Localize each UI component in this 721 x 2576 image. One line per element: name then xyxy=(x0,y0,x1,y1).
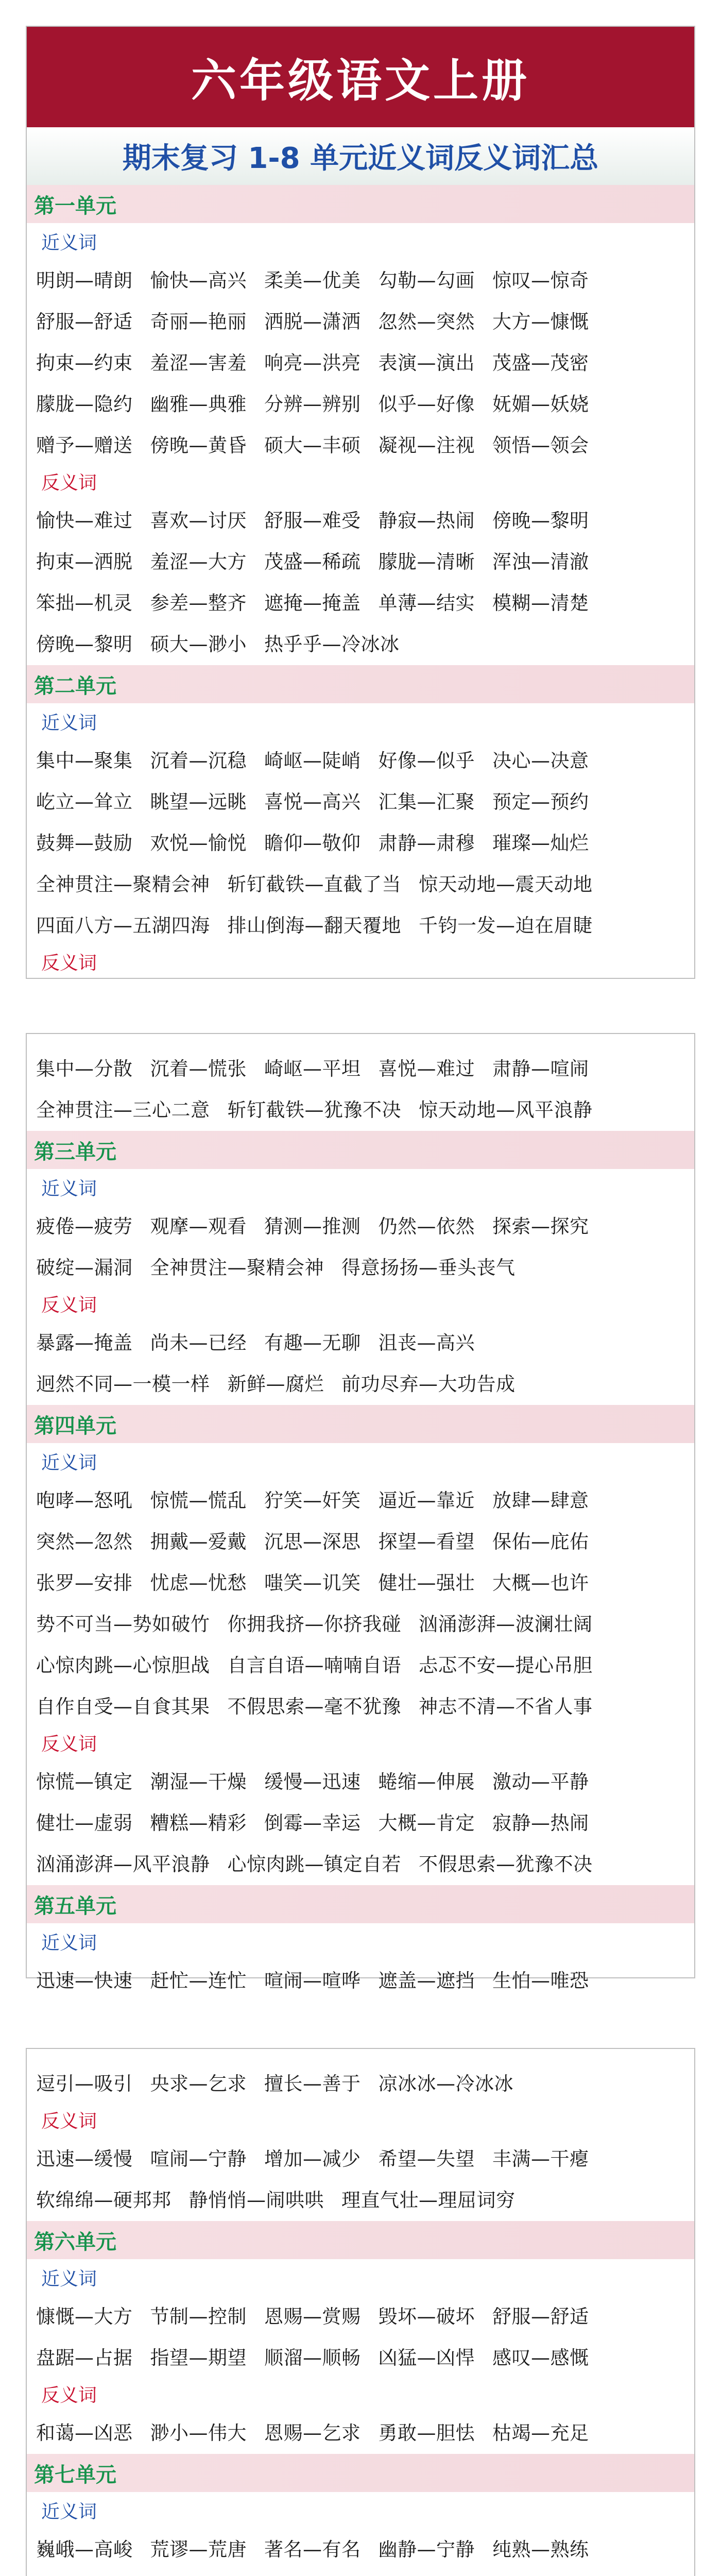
word-row xyxy=(27,1960,694,2002)
word-pair: 破绽—漏洞 xyxy=(36,1257,133,1279)
word-pair: 硕大—渺小 xyxy=(150,633,247,655)
word-pair: 沉着—沉稳 xyxy=(150,750,247,772)
word-pair: 大方—慷慨 xyxy=(492,311,589,333)
synonym-label: 近义词 xyxy=(41,2268,97,2290)
word-row xyxy=(27,1090,694,1131)
word-pair: 丰满—干瘪 xyxy=(492,2148,589,2170)
word-row xyxy=(27,2529,694,2570)
word-pair: 屹立—耸立 xyxy=(36,791,133,813)
word-pair: 咆哮—怒吼 xyxy=(36,1489,133,1512)
word-pair: 遮掩—掩盖 xyxy=(264,592,361,614)
unit-heading-5: 第五单元 xyxy=(27,1885,694,1923)
word-pair: 慷慨—大方 xyxy=(36,2306,133,2328)
word-pair: 明朗—晴朗 xyxy=(36,269,133,292)
word-list xyxy=(27,260,694,466)
word-pair: 茂盛—稀疏 xyxy=(264,551,361,573)
word-pair: 沉思—深思 xyxy=(264,1531,361,1553)
word-pair: 赠予—赠送 xyxy=(36,434,133,456)
word-pair: 忧虑—忧愁 xyxy=(150,1572,247,1594)
word-pair: 感叹—感慨 xyxy=(492,2347,589,2369)
word-pair: 傍晚—黎明 xyxy=(492,510,589,532)
word-pair: 保佑—庇佑 xyxy=(492,1531,589,1553)
synonym-label: 近义词 xyxy=(41,713,97,734)
word-pair: 央求—乞求 xyxy=(150,2073,247,2095)
word-pair: 响亮—洪亮 xyxy=(264,352,361,374)
word-pair: 表演—演出 xyxy=(378,352,475,374)
word-pair: 喧闹—喧哗 xyxy=(264,1970,361,1992)
word-pair: 模糊—清楚 xyxy=(492,592,589,614)
word-row xyxy=(27,782,694,823)
word-pair: 缓慢—迅速 xyxy=(264,1771,361,1793)
word-pair: 生怕—唯恐 xyxy=(492,1970,589,1992)
word-row xyxy=(27,1686,694,1727)
word-pair: 舒服—难受 xyxy=(264,510,361,532)
word-row xyxy=(27,343,694,384)
word-pair: 好像—似乎 xyxy=(378,750,475,772)
antonym-label: 反义词 xyxy=(41,2385,97,2406)
word-list xyxy=(27,740,694,946)
word-row xyxy=(27,740,694,782)
word-row xyxy=(27,864,694,905)
unit-heading-7: 第七单元 xyxy=(27,2454,694,2492)
word-pair: 欢悦—愉悦 xyxy=(150,832,247,854)
word-pair: 迥然不同—一模一样 xyxy=(36,1373,210,1395)
word-pair: 凉冰冰—冷冰冰 xyxy=(378,2073,513,2095)
word-pair: 赶忙—连忙 xyxy=(150,1970,247,1992)
word-pair: 著名—有名 xyxy=(264,2538,361,2561)
word-pair: 毁坏—破坏 xyxy=(378,2306,475,2328)
word-pair: 疲倦—疲劳 xyxy=(36,1215,133,1238)
word-row xyxy=(27,1604,694,1645)
word-pair: 理直气壮—理屈词穷 xyxy=(341,2189,516,2211)
word-row xyxy=(27,541,694,583)
page-2 xyxy=(26,1033,695,1992)
word-pair: 你拥我挤—你挤我碰 xyxy=(227,1613,401,1635)
word-row xyxy=(27,583,694,624)
word-pair: 傍晚—黎明 xyxy=(36,633,133,655)
word-pair: 心惊肉跳—镇定自若 xyxy=(227,1853,401,1875)
word-pair: 羞涩—害羞 xyxy=(150,352,247,374)
word-pair: 迅速—缓慢 xyxy=(36,2148,133,2170)
word-pair: 崎岖—平坦 xyxy=(264,1058,361,1080)
word-row xyxy=(27,1364,694,1405)
word-pair: 逼近—靠近 xyxy=(378,1489,475,1512)
word-pair: 幽雅—典雅 xyxy=(150,393,247,415)
word-row xyxy=(27,2570,694,2576)
word-pair: 张罗—安排 xyxy=(36,1572,133,1594)
antonym-label: 反义词 xyxy=(41,1295,97,1316)
antonym-label: 反义词 xyxy=(41,472,97,494)
page-1 xyxy=(26,26,695,979)
word-row xyxy=(27,1803,694,1844)
word-row xyxy=(27,2296,694,2337)
unit-heading-4: 第四单元 xyxy=(27,1405,694,1443)
word-pair: 肃静—肃穆 xyxy=(378,832,475,854)
word-list xyxy=(27,2296,694,2379)
word-pair: 前功尽弃—大功告成 xyxy=(341,1373,516,1395)
word-row xyxy=(27,1844,694,1885)
word-pair: 惊天动地—震天动地 xyxy=(419,873,593,895)
word-pair: 羞涩—大方 xyxy=(150,551,247,573)
word-pair: 健壮—虚弱 xyxy=(36,1812,133,1834)
word-pair: 惊叹—惊奇 xyxy=(492,269,589,292)
word-pair: 神志不清—不省人事 xyxy=(419,1696,593,1718)
word-pair: 顺溜—顺畅 xyxy=(264,2347,361,2369)
word-pair: 倒霉—幸运 xyxy=(264,1812,361,1834)
antonym-label: 反义词 xyxy=(41,2111,97,2132)
unit-heading-1: 第一单元 xyxy=(27,185,694,223)
word-pair: 惊天动地—风平浪静 xyxy=(419,1099,593,1121)
word-pair: 汇集—汇聚 xyxy=(378,791,475,813)
word-pair: 势不可当—势如破竹 xyxy=(36,1613,210,1635)
word-pair: 节制—控制 xyxy=(150,2306,247,2328)
word-pair: 潮湿—干燥 xyxy=(150,1771,247,1793)
word-pair: 静悄悄—闹哄哄 xyxy=(188,2189,324,2211)
word-pair: 领悟—领会 xyxy=(492,434,589,456)
word-row xyxy=(27,2063,694,2105)
word-row xyxy=(27,260,694,301)
word-pair: 渺小—伟大 xyxy=(150,2422,247,2444)
word-pair: 和蔼—凶恶 xyxy=(36,2422,133,2444)
word-pair: 勾勒—勾画 xyxy=(378,269,475,292)
word-pair: 愉快—难过 xyxy=(36,510,133,532)
word-pair: 忽然—突然 xyxy=(378,311,475,333)
word-pair: 纯熟—熟练 xyxy=(492,2538,589,2561)
word-row xyxy=(27,1323,694,1364)
word-pair: 幽静—宁静 xyxy=(378,2538,475,2561)
word-row xyxy=(27,2180,694,2221)
word-pair: 枯竭—充足 xyxy=(492,2422,589,2444)
word-pair: 舒服—舒适 xyxy=(36,311,133,333)
word-pair: 舒服—舒适 xyxy=(492,2306,589,2328)
word-pair: 斩钉截铁—犹豫不决 xyxy=(227,1099,401,1121)
word-pair: 增加—减少 xyxy=(264,2148,361,2170)
word-pair: 迅速—快速 xyxy=(36,1970,133,1992)
word-pair: 朦胧—隐约 xyxy=(36,393,133,415)
word-list xyxy=(27,1960,694,2002)
word-pair: 柔美—优美 xyxy=(264,269,361,292)
word-pair: 有趣—无聊 xyxy=(264,1332,361,1354)
word-pair: 参差—整齐 xyxy=(150,592,247,614)
word-pair: 愉快—高兴 xyxy=(150,269,247,292)
word-pair: 寂静—热闹 xyxy=(492,1812,589,1834)
word-row xyxy=(27,384,694,425)
word-pair: 预定—预约 xyxy=(492,791,589,813)
word-list xyxy=(27,500,694,665)
word-pair: 似乎—好像 xyxy=(378,393,475,415)
word-pair: 排山倒海—翻天覆地 xyxy=(227,914,401,937)
word-pair: 喧闹—宁静 xyxy=(150,2148,247,2170)
antonym-label: 反义词 xyxy=(41,1734,97,1755)
word-row xyxy=(27,425,694,466)
word-row xyxy=(27,2413,694,2454)
word-pair: 硕大—丰硕 xyxy=(264,434,361,456)
word-pair: 嗤笑—讥笑 xyxy=(264,1572,361,1594)
unit-heading-3: 第三单元 xyxy=(27,1131,694,1169)
word-pair: 拥戴—爱戴 xyxy=(150,1531,247,1553)
word-pair: 朦胧—清晰 xyxy=(378,551,475,573)
synonym-label: 近义词 xyxy=(41,2501,97,2522)
word-pair: 茂盛—茂密 xyxy=(492,352,589,374)
word-list xyxy=(27,1761,694,1885)
word-pair: 浑浊—清澈 xyxy=(492,551,589,573)
word-pair: 观摩—观看 xyxy=(150,1215,247,1238)
word-row xyxy=(27,1563,694,1604)
word-row xyxy=(27,905,694,946)
word-pair: 希望—失望 xyxy=(378,2148,475,2170)
word-pair: 自言自语—喃喃自语 xyxy=(227,1654,401,1676)
page-3 xyxy=(26,2048,695,2576)
word-pair: 拘束—约束 xyxy=(36,352,133,374)
word-pair: 不假思索—犹豫不决 xyxy=(419,1853,593,1875)
word-pair: 不假思索—毫不犹豫 xyxy=(227,1696,401,1718)
word-row xyxy=(27,1048,694,1090)
word-pair: 大概—肯定 xyxy=(378,1812,475,1834)
word-pair: 新鲜—腐烂 xyxy=(227,1373,324,1395)
word-row xyxy=(27,823,694,864)
word-pair: 喜悦—高兴 xyxy=(264,791,361,813)
word-pair: 大概—也许 xyxy=(492,1572,589,1594)
word-pair: 猜测—推测 xyxy=(264,1215,361,1238)
unit-heading-2: 第二单元 xyxy=(27,665,694,703)
word-pair: 恩赐—赏赐 xyxy=(264,2306,361,2328)
word-pair: 软绵绵—硬邦邦 xyxy=(36,2189,171,2211)
word-pair: 指望—期望 xyxy=(150,2347,247,2369)
word-pair: 健壮—强壮 xyxy=(378,1572,475,1594)
unit-heading-6: 第六单元 xyxy=(27,2221,694,2259)
word-row xyxy=(27,500,694,541)
word-list xyxy=(27,2139,694,2221)
word-pair: 集中—分散 xyxy=(36,1058,133,1080)
word-pair: 激动—平静 xyxy=(492,1771,589,1793)
word-pair: 擅长—善于 xyxy=(264,2073,361,2095)
word-pair: 全神贯注—聚精会神 xyxy=(150,1257,324,1279)
word-row xyxy=(27,1206,694,1247)
word-pair: 惊慌—慌乱 xyxy=(150,1489,247,1512)
word-pair: 全神贯注—三心二意 xyxy=(36,1099,210,1121)
word-pair: 拘束—洒脱 xyxy=(36,551,133,573)
word-pair: 四面八方—五湖四海 xyxy=(36,914,210,937)
word-pair: 喜悦—难过 xyxy=(378,1058,475,1080)
word-pair: 糟糕—精彩 xyxy=(150,1812,247,1834)
word-pair: 荒谬—荒唐 xyxy=(150,2538,247,2561)
word-row xyxy=(27,2139,694,2180)
word-pair: 单薄—结实 xyxy=(378,592,475,614)
word-row xyxy=(27,301,694,343)
word-pair: 瞻仰—敬仰 xyxy=(264,832,361,854)
word-pair: 蜷缩—伸展 xyxy=(378,1771,475,1793)
word-row xyxy=(27,1247,694,1289)
word-pair: 心惊肉跳—心惊胆战 xyxy=(36,1654,210,1676)
word-row xyxy=(27,1521,694,1563)
word-pair: 盘踞—占据 xyxy=(36,2347,133,2369)
word-pair: 恩赐—乞求 xyxy=(264,2422,361,2444)
synonym-label: 近义词 xyxy=(41,1452,97,1473)
word-pair: 妩媚—妖娆 xyxy=(492,393,589,415)
word-row xyxy=(27,1645,694,1686)
word-row xyxy=(27,624,694,665)
word-pair: 遮盖—遮挡 xyxy=(378,1970,475,1992)
word-pair: 暴露—掩盖 xyxy=(36,1332,133,1354)
word-pair: 笨拙—机灵 xyxy=(36,592,133,614)
page-subtitle: 期末复习 1-8 单元近义词反义词汇总 xyxy=(27,127,694,185)
word-pair: 沉着—慌张 xyxy=(150,1058,247,1080)
word-pair: 静寂—热闹 xyxy=(378,510,475,532)
synonym-label: 近义词 xyxy=(41,232,97,253)
word-list xyxy=(27,1323,694,1405)
word-pair: 鼓舞—鼓励 xyxy=(36,832,133,854)
synonym-label: 近义词 xyxy=(41,1178,97,1199)
word-pair: 决心—决意 xyxy=(492,750,589,772)
word-row xyxy=(27,1480,694,1521)
word-pair: 集中—聚集 xyxy=(36,750,133,772)
word-pair: 洒脱—潇洒 xyxy=(264,311,361,333)
synonym-label: 近义词 xyxy=(41,1933,97,1954)
word-pair: 勇敢—胆怯 xyxy=(378,2422,475,2444)
word-pair: 奇丽—艳丽 xyxy=(150,311,247,333)
word-pair: 探索—探究 xyxy=(492,1215,589,1238)
word-pair: 巍峨—高峻 xyxy=(36,2538,133,2561)
word-row xyxy=(27,2337,694,2379)
word-pair: 全神贯注—聚精会神 xyxy=(36,873,210,895)
word-pair: 沮丧—高兴 xyxy=(378,1332,475,1354)
word-pair: 凶猛—凶悍 xyxy=(378,2347,475,2369)
word-list xyxy=(27,1480,694,1727)
word-pair: 尚未—已经 xyxy=(150,1332,247,1354)
word-pair: 逗引—吸引 xyxy=(36,2073,133,2095)
word-pair: 汹涌澎湃—风平浪静 xyxy=(36,1853,210,1875)
antonym-label: 反义词 xyxy=(41,953,97,974)
word-pair: 傍晚—黄昏 xyxy=(150,434,247,456)
word-list xyxy=(27,2063,694,2105)
word-pair: 汹涌澎湃—波澜壮阔 xyxy=(419,1613,593,1635)
word-pair: 千钧一发—迫在眉睫 xyxy=(419,914,593,937)
word-pair: 肃静—喧闹 xyxy=(492,1058,589,1080)
word-pair: 惊慌—镇定 xyxy=(36,1771,133,1793)
word-pair: 斩钉截铁—直截了当 xyxy=(227,873,401,895)
word-pair: 崎岖—陡峭 xyxy=(264,750,361,772)
word-pair: 突然—忽然 xyxy=(36,1531,133,1553)
word-row xyxy=(27,1761,694,1803)
word-pair: 得意扬扬—垂头丧气 xyxy=(341,1257,516,1279)
word-list xyxy=(27,2413,694,2454)
word-list xyxy=(27,2529,694,2576)
word-pair: 狞笑—奸笑 xyxy=(264,1489,361,1512)
word-pair: 喜欢—讨厌 xyxy=(150,510,247,532)
word-pair: 热乎乎—冷冰冰 xyxy=(264,633,400,655)
word-list xyxy=(27,1048,694,1131)
word-pair: 探望—看望 xyxy=(378,1531,475,1553)
word-pair: 仍然—依然 xyxy=(378,1215,475,1238)
word-pair: 凝视—注视 xyxy=(378,434,475,456)
word-pair: 璀璨—灿烂 xyxy=(492,832,589,854)
word-pair: 忐忑不安—提心吊胆 xyxy=(419,1654,593,1676)
word-pair: 分辨—辨别 xyxy=(264,393,361,415)
word-list xyxy=(27,1206,694,1289)
page-title: 六年级语文上册 xyxy=(27,27,694,127)
word-pair: 眺望—远眺 xyxy=(150,791,247,813)
word-pair: 放肆—肆意 xyxy=(492,1489,589,1512)
word-pair: 自作自受—自食其果 xyxy=(36,1696,210,1718)
